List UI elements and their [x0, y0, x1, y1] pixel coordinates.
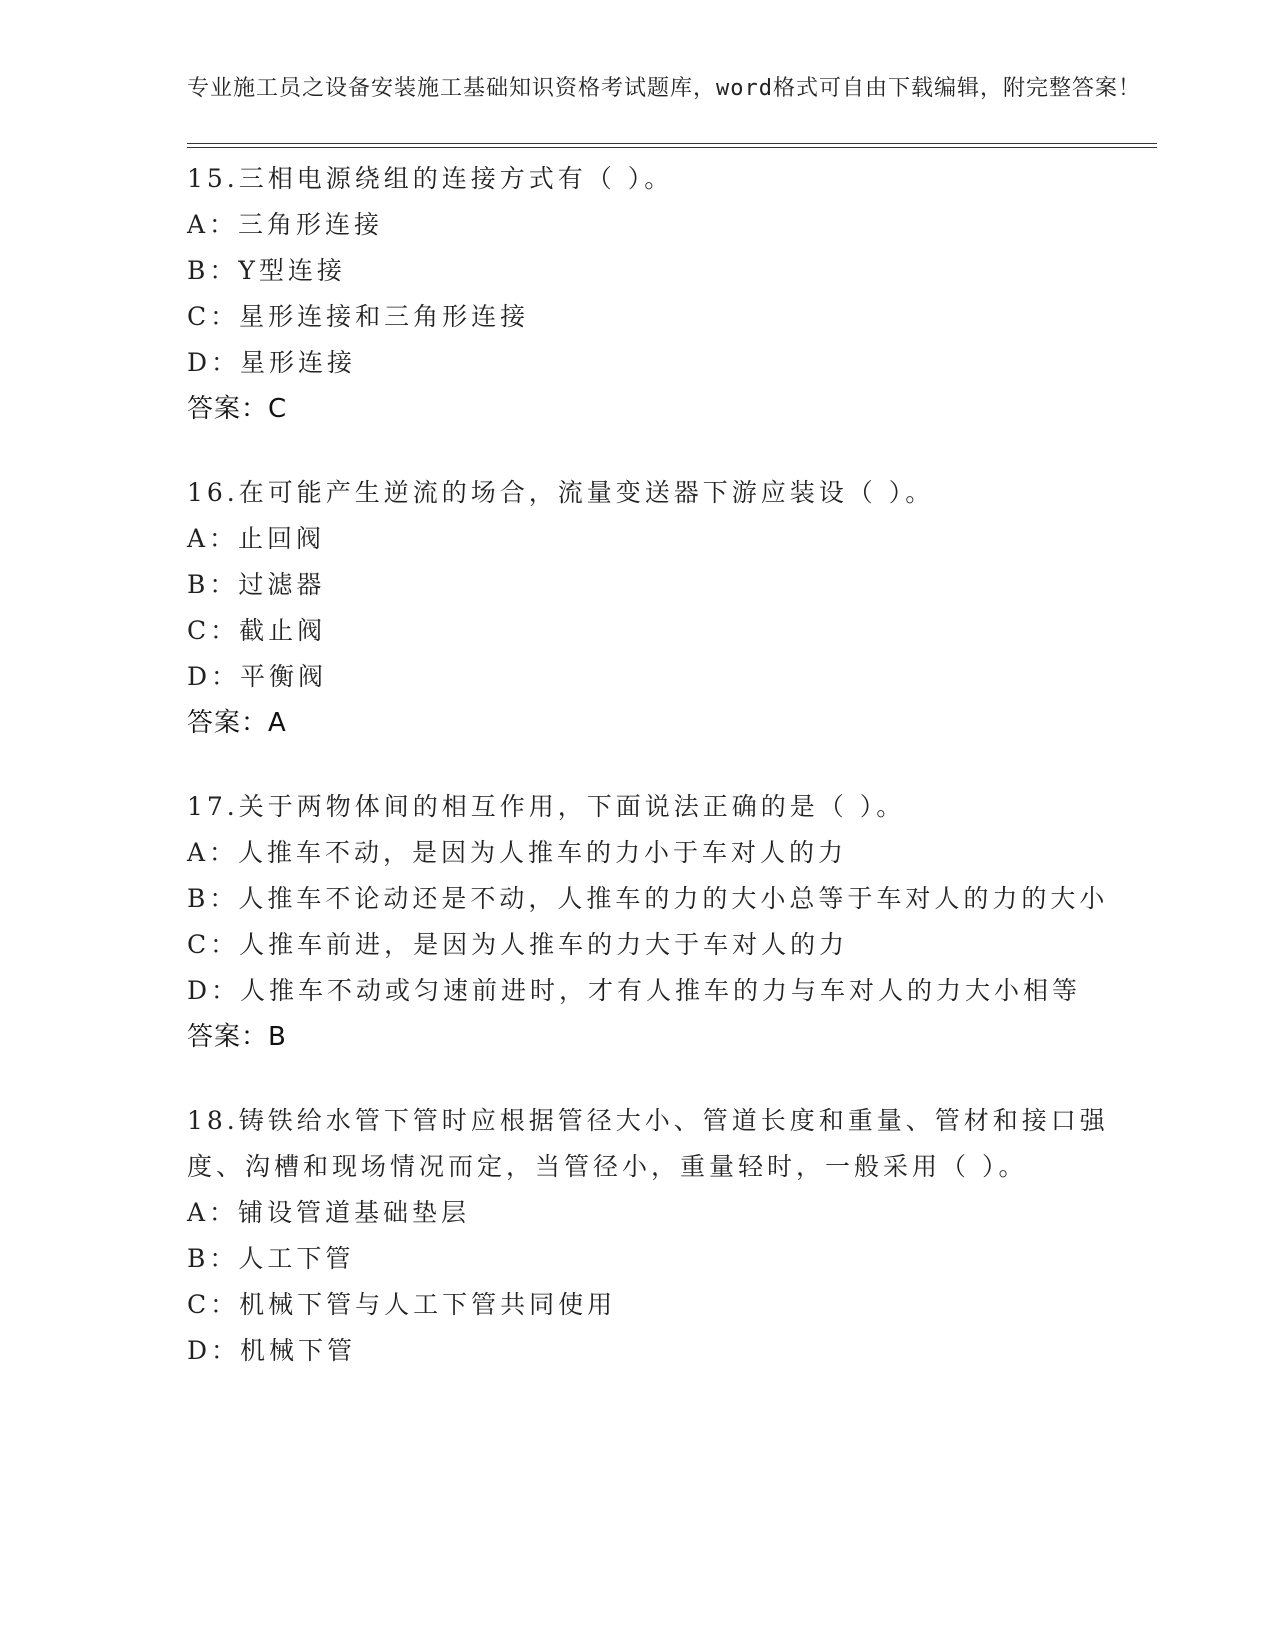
question-18: [187, 1098, 1157, 1374]
option-d: D：机械下管: [187, 1336, 357, 1365]
question-stem: 17.关于两物体间的相互作用，下面说法正确的是（ ）。: [187, 792, 906, 821]
question-stem: 15.三相电源绕组的连接方式有（ ）。: [187, 164, 674, 193]
option-c: C：截止阀: [187, 616, 327, 645]
header-divider: [187, 143, 1157, 148]
document-page: [187, 72, 1157, 1412]
option-d: D：人推车不动或匀速前进时，才有人推车的力与车对人的力大小相等: [187, 976, 1082, 1005]
option-b: B：人工下管: [187, 1244, 355, 1273]
option-c: C：机械下管与人工下管共同使用: [187, 1290, 617, 1319]
option-b: B：Y型连接: [187, 256, 346, 285]
option-a: A：三角形连接: [187, 210, 384, 239]
question-stem: 18.铸铁给水管下管时应根据管径大小、管道长度和重量、管材和接口强度、沟槽和现场情况而定，当管径小，重量轻时，一般采用（ ）。: [187, 1106, 1109, 1181]
answer-line: 答案：C: [187, 394, 288, 424]
option-a: A：铺设管道基础垫层: [187, 1198, 471, 1227]
question-stem: 16.在可能产生逆流的场合，流量变送器下游应装设（ ）。: [187, 478, 935, 507]
question-list: [187, 156, 1157, 1374]
option-d: D：星形连接: [187, 348, 357, 377]
option-a: A：止回阀: [187, 524, 326, 553]
question-17: [187, 784, 1157, 1060]
option-c: C：人推车前进，是因为人推车的力大于车对人的力: [187, 930, 849, 959]
option-d: D：平衡阀: [187, 662, 328, 691]
answer-line: 答案：B: [187, 1022, 287, 1052]
answer-line: 答案：A: [187, 708, 287, 738]
document-header: 专业施工员之设备安装施工基础知识资格考试题库，word格式可自由下载编辑，附完整答案！: [187, 76, 1141, 101]
option-b: B：过滤器: [187, 570, 326, 599]
option-c: C：星形连接和三角形连接: [187, 302, 530, 331]
option-b: B：人推车不论动还是不动，人推车的力的大小总等于车对人的力的大小: [187, 884, 1109, 913]
question-16: [187, 470, 1157, 746]
option-a: A：人推车不动，是因为人推车的力小于车对人的力: [187, 838, 848, 867]
question-15: [187, 156, 1157, 432]
